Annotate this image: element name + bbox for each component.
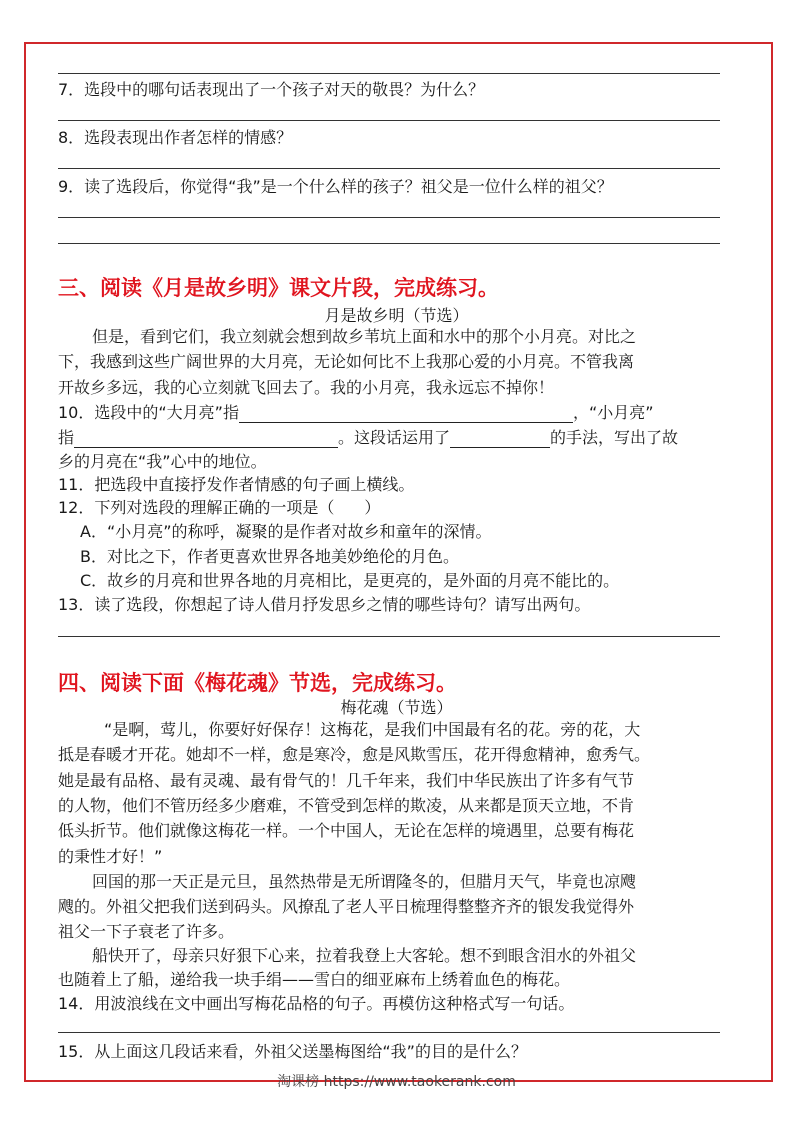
option-b: B．对比之下，作者更喜欢世界各地美妙绝伦的月色。 <box>80 547 459 566</box>
passage-line: 船快开了，母亲只好狠下心来，拉着我登上大客轮。想不到眼含泪水的外祖父 <box>92 946 637 965</box>
section-3-heading: 三、阅读《月是故乡明》课文片段，完成练习。 <box>58 276 499 300</box>
passage-line: 她是最有品格、最有灵魂、最有骨气的！几千年来，我们中华民族出了许多有气节 <box>58 771 635 790</box>
answer-line <box>58 73 720 74</box>
passage-line: 下，我感到这些广阔世界的大月亮，无论如何比不上我那心爱的小月亮。不管我离 <box>58 352 635 371</box>
question-12-text: ） <box>364 498 381 517</box>
passage-line: 开故乡多远，我的心立刻就飞回去了。我的小月亮，我永远忘不掉你！ <box>58 378 555 397</box>
answer-line <box>58 243 720 244</box>
question-10-text: ，“小月亮” <box>572 403 654 422</box>
question-12 <box>58 498 380 518</box>
passage-line: 的秉性才好！” <box>58 847 163 866</box>
section-4-heading: 四、阅读下面《梅花魂》节选，完成练习。 <box>58 671 457 695</box>
section-3-title: 月是故乡明（节选） <box>324 306 469 325</box>
option-c: C．故乡的月亮和世界各地的月亮相比，是更亮的，是外面的月亮不能比的。 <box>80 571 620 590</box>
answer-line <box>58 636 720 637</box>
question-11: 11．把选段中直接抒发作者情感的句子画上横线。 <box>58 475 415 494</box>
question-9: 9．读了选段后，你觉得“我”是一个什么样的孩子？祖父是一位什么样的祖父？ <box>58 177 613 196</box>
question-12-text: 12．下列对选段的理解正确的一项是（ <box>58 498 335 517</box>
passage-line: 抵是春暖才开花。她却不一样，愈是寒冷，愈是风欺雪压，花开得愈精神，愈秀气。 <box>58 745 651 764</box>
answer-line <box>58 217 720 218</box>
question-10-text: 指 <box>58 428 75 447</box>
question-8: 8．选段表现出作者怎样的情感？ <box>58 128 293 147</box>
question-10-text: 10．选段中的“大月亮”指 <box>58 403 239 422</box>
passage-line: 回国的那一天正是元旦，虽然热带是无所谓隆冬的，但腊月天气，毕竟也凉飕 <box>92 872 637 891</box>
passage-line: “是啊，莺儿，你要好好保存！这梅花，是我们中国最有名的花。旁的花，大 <box>104 720 641 739</box>
passage-line: 也随着上了船，递给我一块手绢——雪白的细亚麻布上绣着血色的梅花。 <box>58 970 571 989</box>
passage-line: 低头折节。他们就像这梅花一样。一个中国人，无论在怎样的境遇里，总要有梅花 <box>58 821 635 840</box>
passage-line: 飕的。外祖父把我们送到码头。风撩乱了老人平日梳理得整整齐齐的银发我觉得外 <box>58 897 635 916</box>
question-7: 7．选段中的哪句话表现出了一个孩子对天的敬畏？为什么？ <box>58 80 485 99</box>
passage-line: 祖父一下子衰老了许多。 <box>58 922 235 941</box>
question-10-text: 的手法，写出了故 <box>550 428 679 447</box>
passage-line: 但是，看到它们，我立刻就会想到故乡苇坑上面和水中的那个小月亮。对比之 <box>92 327 637 346</box>
fill-blank[interactable] <box>239 405 573 423</box>
option-a: A．“小月亮”的称呼，凝聚的是作者对故乡和童年的深情。 <box>80 522 492 541</box>
answer-line <box>58 120 720 121</box>
question-15: 15．从上面这几段话来看，外祖父送墨梅图给“我”的目的是什么？ <box>58 1042 527 1061</box>
fill-blank[interactable] <box>450 430 550 448</box>
question-14: 14．用波浪线在文中画出写梅花品格的句子。再模仿这种格式写一句话。 <box>58 994 575 1013</box>
passage-line: 的人物，他们不管历经多少磨难，不管受到怎样的欺凌，从来都是顶天立地，不肯 <box>58 796 635 815</box>
question-13: 13．读了选段，你想起了诗人借月抒发思乡之情的哪些诗句？请写出两句。 <box>58 595 591 614</box>
question-10-cont <box>58 428 678 448</box>
answer-line <box>58 168 720 169</box>
watermark-footer: 淘课榜 https://www.taokerank.com <box>277 1074 516 1090</box>
section-4-title: 梅花魂（节选） <box>340 698 453 717</box>
fill-blank[interactable] <box>74 430 338 448</box>
question-10-text: 。这段话运用了 <box>338 428 451 447</box>
question-10 <box>58 403 654 423</box>
question-10-cont: 乡的月亮在“我”心中的地位。 <box>58 452 267 471</box>
answer-line <box>58 1032 720 1033</box>
